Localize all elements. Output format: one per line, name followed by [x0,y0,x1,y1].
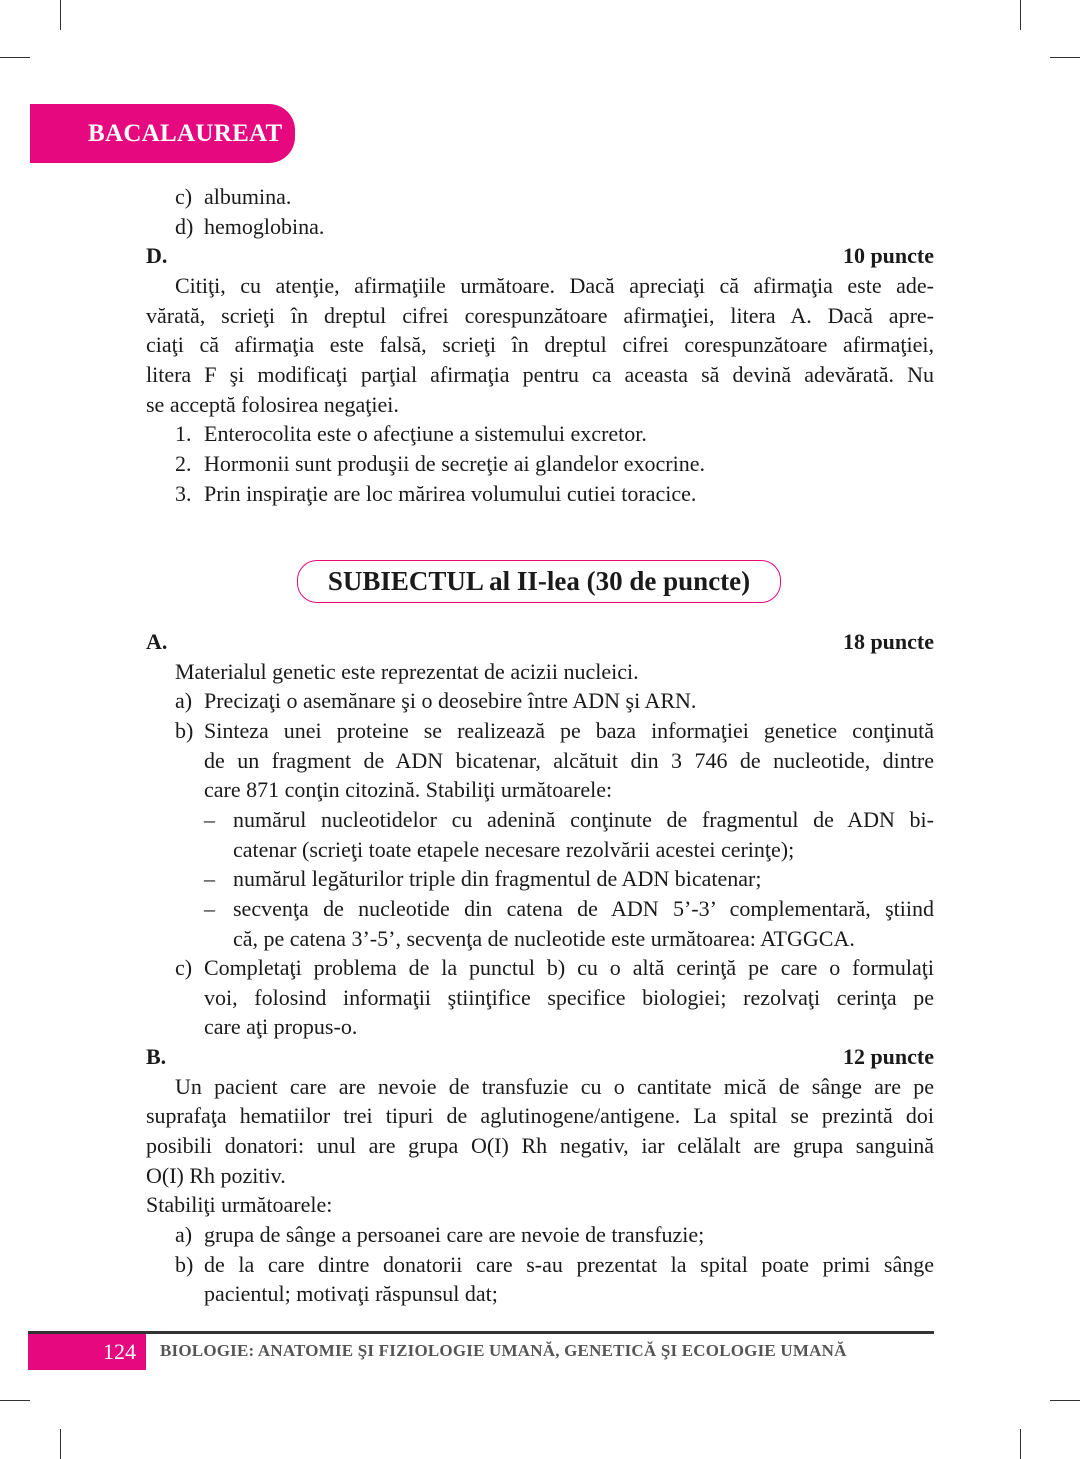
text-line: litera F şi modificaţi parţial afirmaţia pentru ca aceasta să devină adevărată. Nu [146,361,934,387]
list-item-text: de la care dintre donatorii care s-au prezentat la spital poate primi sânge [204,1251,934,1277]
points-label: 12 puncte [842,1044,934,1070]
list-marker: a) [175,688,193,714]
running-title: BIOLOGIE: ANATOMIE ŞI FIZIOLOGIE UMANĂ, GENETICĂ ŞI ECOLOGIE UMANĂ [160,1341,847,1360]
list-item-text: Hormonii sunt produşii de secreţie ai glandelor exocrine. [204,450,705,476]
list-item-text: hemoglobina. [204,213,325,239]
crop-mark [0,1400,30,1401]
list-item-text: albumina. [204,184,292,209]
list-item-text: Prin inspiraţie are loc mărirea volumului cutiei toracice. [204,480,697,506]
list-marker: 1. [175,421,192,447]
crop-mark [1050,57,1080,58]
subsection-label: D. [146,243,168,269]
list-item-text: Enterocolita este o afecţiune a sistemului excretor. [204,421,647,447]
text-line: care 871 conţin citozină. Stabiliţi următoarele: [204,777,613,803]
text-line: Materialul genetic este reprezentat de acizii nucleici. [175,658,639,684]
list-marker: 3. [175,480,192,506]
list-marker: a) [175,1222,193,1247]
crop-mark [0,57,30,58]
text-line: de un fragment de ADN bicatenar, alcătuit din 3 746 de nucleotide, dintre [204,747,934,773]
text-line: suprafaţa hematiilor trei tipuri de aglutinogene/antigene. La spital se prezintă doi [146,1103,934,1129]
text-line: O(I) Rh pozitiv. [146,1162,286,1188]
text-line: că, pe catena 3’-5’, secvenţa de nucleotide este următoarea: ATGGCA. [233,925,855,951]
list-marker: c) [175,184,193,209]
points-label: 10 puncte [842,243,934,269]
subsection-heading [146,627,934,657]
crop-mark [1050,1400,1080,1401]
header-badge: BACALAUREAT [30,104,295,163]
subsection-heading [146,1042,934,1072]
text-line: ciaţi că afirmaţia este falsă, scrieţi în dreptul cifrei corespunzătoare afirmaţiei, [146,332,934,358]
text-line: Citiţi, cu atenţie, afirmaţiile următoare. Dacă apreciaţi că afirmaţia este ade- [175,272,934,298]
crop-mark [1020,0,1021,30]
list-item-text: numărul legăturilor triple din fragmentul de ADN bicatenar; [233,866,762,892]
text-line: pacientul; motivaţi răspunsul dat; [204,1281,498,1307]
text-line: catenar (scrieţi toate etapele necesare rezolvării acestei cerinţe); [233,836,795,862]
list-item-text: numărul nucleotidelor cu adenină conţinute de fragmentul de ADN bi- [233,806,934,832]
page-number: 124 [28,1334,146,1370]
list-item-text: Sinteza unei proteine se realizează pe baza informaţiei genetice conţinută [204,717,934,743]
list-marker: b) [175,1251,194,1277]
list-marker: c) [175,955,193,981]
list-item-text: grupa de sânge a persoanei care are nevoie de transfuzie; [204,1222,705,1247]
list-marker: – [204,866,215,892]
list-marker: d) [175,213,194,239]
text-line: care aţi propus-o. [204,1014,358,1040]
list-marker: – [204,806,215,832]
section-title: SUBIECTUL al II-lea (30 de puncte) [297,560,781,603]
text-line: posibili donatori: unul are grupa O(I) Rh negativ, iar celălalt are grupa sanguină [146,1133,934,1158]
list-marker: b) [175,717,194,743]
crop-mark [1020,1429,1021,1459]
text-line: vărată, scrieţi în dreptul cifrei corespunzătoare afirmaţiei, litera A. Dacă apre- [146,302,934,328]
subsection-label: A. [146,629,168,654]
footer-rule [28,1331,934,1334]
points-label: 18 puncte [842,629,934,654]
list-item-text: Completaţi problema de la punctul b) cu o altă cerinţă pe care o formulaţi [204,955,934,981]
list-marker: 2. [175,450,192,476]
list-item-text: secvenţa de nucleotide din catena de ADN 5’-3’ complementară, ştiind [233,895,934,921]
text-line: voi, folosind informaţii ştiinţifice specifice biologiei; rezolvaţi cerinţa pe [204,984,934,1010]
list-item-text: Precizaţi o asemănare şi o deosebire între ADN şi ARN. [204,688,697,714]
list-marker: – [204,895,215,921]
subsection-label: B. [146,1044,167,1070]
text-line: se acceptă folosirea negaţiei. [146,391,399,417]
text-line: Un pacient care are nevoie de transfuzie cu o cantitate mică de sânge are pe [175,1073,934,1099]
crop-mark [60,1429,61,1459]
subsection-heading [146,241,934,271]
crop-mark [60,0,61,30]
text-line: Stabiliţi următoarele: [146,1192,333,1218]
